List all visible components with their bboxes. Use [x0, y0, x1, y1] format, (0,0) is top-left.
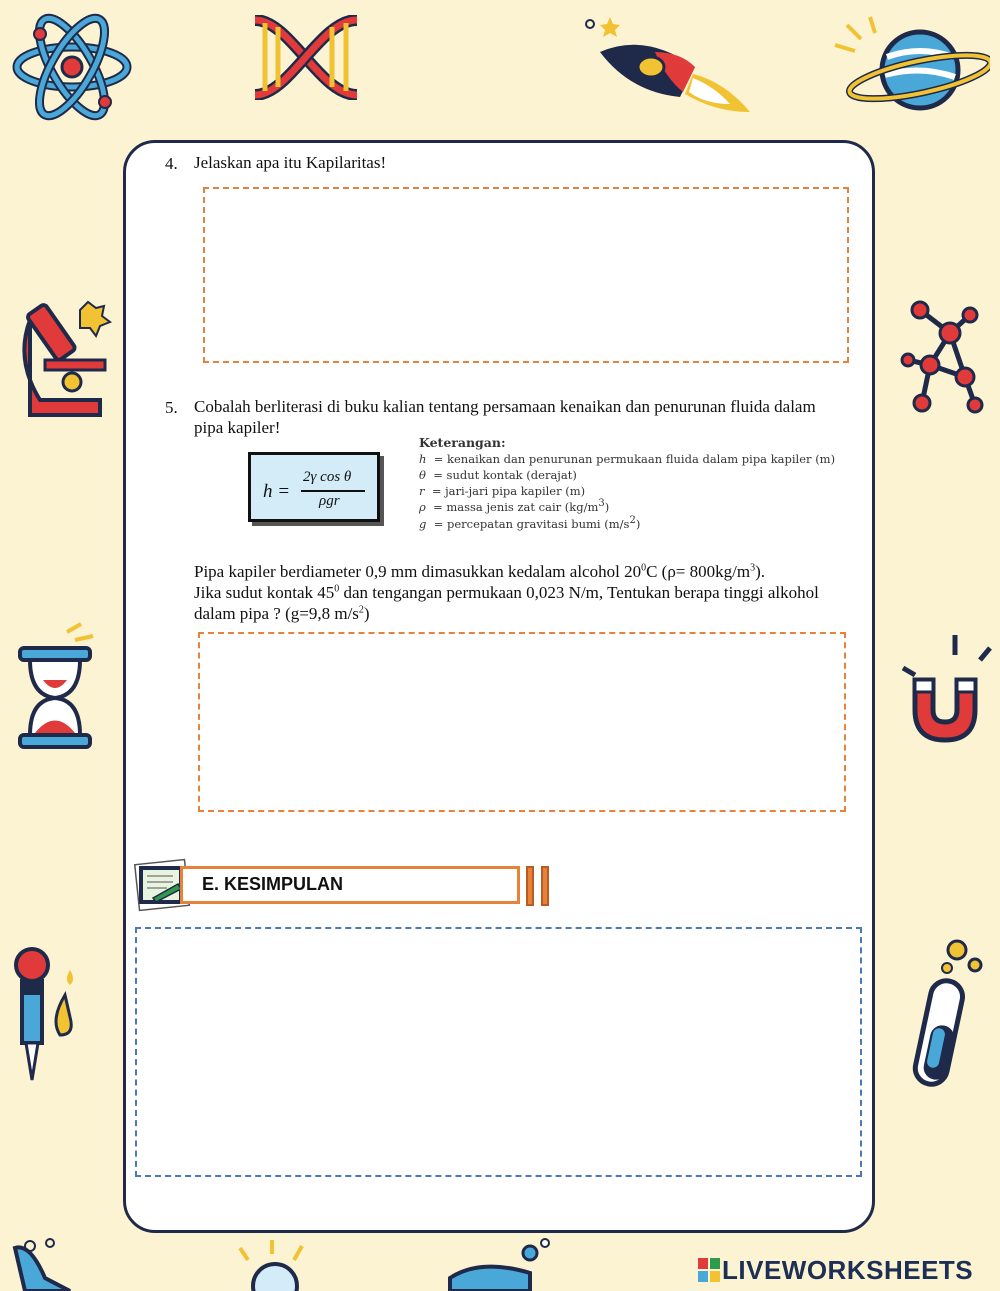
- keterangan-title: Keterangan:: [419, 435, 506, 450]
- problem-sup: 0: [334, 583, 340, 595]
- problem-text: dan tengangan permukaan 0,023 N/m, Tentukan berapa tinggi alkohol: [339, 583, 819, 602]
- section-title: E. KESIMPULAN: [202, 874, 344, 894]
- keterangan-item-r: [419, 484, 585, 498]
- lab-equipment-icon: [10, 1238, 570, 1291]
- keterangan-tail: ): [635, 517, 641, 531]
- liveworksheets-watermark: LIVEWORKSHEETS: [722, 1255, 974, 1285]
- formula-lhs: h =: [263, 481, 291, 502]
- keterangan-symbol: h: [419, 452, 427, 466]
- keterangan-sup: 3: [598, 498, 605, 510]
- hourglass-icon: [15, 620, 100, 755]
- question-4-text: Jelaskan apa itu Kapilaritas!: [194, 153, 387, 172]
- formula-numerator: 2γ cos θ: [303, 469, 352, 485]
- answer-box-5[interactable]: [198, 632, 846, 812]
- atom-icon: [10, 12, 135, 122]
- conclusion-answer-box[interactable]: [135, 927, 862, 1177]
- question-5-number: 5.: [165, 398, 178, 417]
- keterangan-item-h: [419, 452, 835, 466]
- problem-text: ): [363, 604, 370, 623]
- keterangan-item-rho: [419, 500, 609, 514]
- keterangan-sup: 2: [629, 515, 636, 527]
- formula-box: [248, 452, 380, 522]
- dropper-icon: [10, 945, 85, 1090]
- keterangan-desc: = percepatan gravitasi bumi (m/s: [433, 517, 630, 531]
- problem-line-3: [194, 603, 370, 624]
- liveworksheets-logo-icon: [698, 1258, 720, 1282]
- microscope-icon: [10, 290, 120, 430]
- test-tube-icon: [905, 935, 995, 1095]
- dna-icon: [250, 15, 362, 100]
- keterangan-symbol: g: [419, 517, 427, 531]
- question-5-line-1: Cobalah berliterasi di buku kalian tentang persamaan kenaikan dan penurunan fluida dalam: [194, 397, 816, 416]
- section-bar-end: [541, 866, 549, 906]
- rocket-icon: [585, 12, 755, 127]
- problem-text: ).: [755, 562, 766, 581]
- molecule-icon: [900, 295, 985, 420]
- keterangan-desc: = kenaikan dan penurunan permukaan fluida dalam pipa kapiler (m): [433, 452, 836, 466]
- problem-text: C (ρ= 800kg/m: [646, 562, 751, 581]
- keterangan-desc: = massa jenis zat cair (kg/m: [433, 500, 599, 514]
- problem-sup: 2: [358, 604, 364, 616]
- planet-icon: [825, 15, 990, 120]
- section-bar-end: [526, 866, 534, 906]
- question-5-line-2: pipa kapiler!: [194, 418, 281, 437]
- answer-box-4[interactable]: [203, 187, 849, 363]
- keterangan-symbol: ρ: [419, 500, 426, 514]
- problem-sup: 0: [641, 562, 647, 574]
- keterangan-tail: ): [604, 500, 610, 514]
- keterangan-item-g: [419, 517, 640, 531]
- keterangan-desc: = sudut kontak (derajat): [433, 468, 577, 482]
- problem-line-2: [194, 582, 819, 603]
- keterangan-symbol: θ: [419, 468, 426, 482]
- keterangan-item-theta: [419, 468, 577, 482]
- question-4-number: 4.: [165, 154, 178, 173]
- problem-text: Jika sudut kontak 45: [194, 583, 335, 602]
- keterangan-desc: = jari-jari pipa kapiler (m): [431, 484, 586, 498]
- problem-text: dalam pipa ? (g=9,8 m/s: [194, 604, 359, 623]
- problem-text: Pipa kapiler berdiameter 0,9 mm dimasukkan kedalam alcohol 20: [194, 562, 642, 581]
- formula-denominator: ρgr: [319, 493, 340, 509]
- problem-sup: 3: [750, 562, 756, 574]
- formula-fraction-line: [301, 490, 365, 492]
- keterangan-symbol: r: [419, 484, 425, 498]
- problem-line-1: [194, 561, 765, 582]
- magnet-icon: [895, 630, 995, 750]
